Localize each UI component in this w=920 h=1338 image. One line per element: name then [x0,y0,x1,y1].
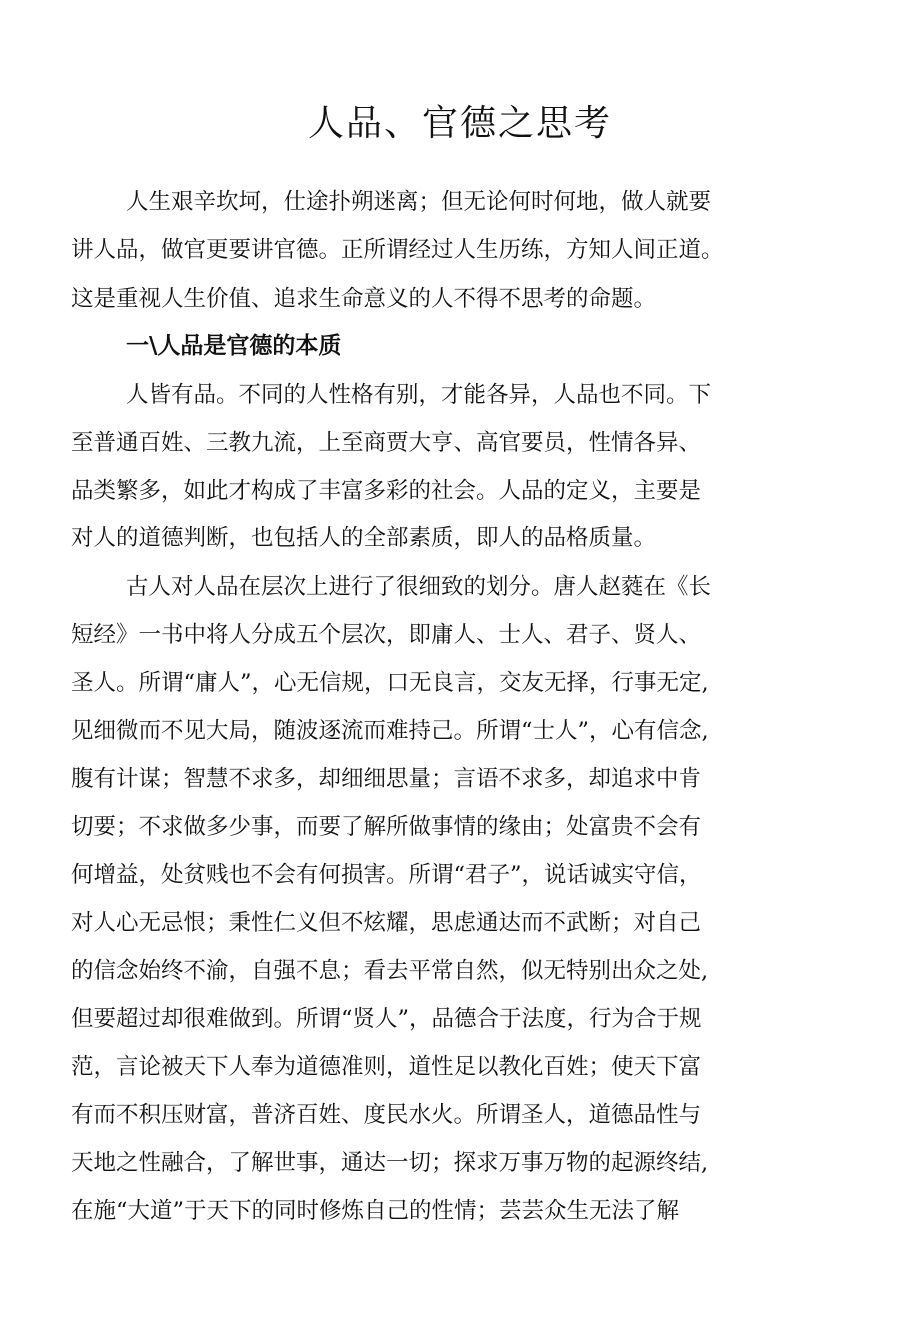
para1-line-3: 品类繁多，如此才构成了丰富多彩的社会。人品的定义，主要是 [71,478,702,504]
para2-line-12: 有而不积压财富，普济百姓、度民水火。所谓圣人，道德品性与 [71,1102,702,1128]
para2-line-6: 切要；不求做多少事，而要了解所做事情的缘由；处富贵不会有 [71,814,702,840]
para1-line-2: 至普通百姓、三教九流，上至商贾大亨、高官要员，性情各异、 [71,430,702,456]
para1-line-1: 人皆有品。不同的人性格有别，才能各异，人品也不同。下 [126,382,712,408]
para2-line-9: 的信念始终不渝，自强不息；看去平常自然，似无特别出众之处, [71,958,709,984]
para2-line-13: 天地之性融合，了解世事，通达一切；探求万事万物的起源终结, [71,1150,709,1176]
intro-line-3: 这是重视人生价值、追求生命意义的人不得不思考的命题。 [71,286,657,312]
para2-line-5: 腹有计谋；智慧不求多，却细细思量；言语不求多，却追求中肯 [71,766,702,792]
para2-line-3: 圣人。所谓“庸人”，心无信规，口无良言，交友无择，行事无定, [71,670,709,696]
intro-line-2: 讲人品，做官更要讲官德。正所谓经过人生历练，方知人间正道。 [71,237,724,263]
para2-line-11: 范，言论被天下人奉为道德准则，道性足以教化百姓；使天下富 [71,1054,702,1080]
section-heading: 一\人品是官德的本质 [126,333,342,359]
para2-line-2: 短经》一书中将人分成五个层次，即庸人、士人、君子、贤人、 [71,622,702,648]
document-title: 人品、官德之思考 [307,103,612,144]
para2-line-14: 在施“大道”于天下的同时修炼自己的性情；芸芸众生无法了解 [71,1198,680,1224]
para2-line-10: 但要超过却很难做到。所谓“贤人”，品德合于法度，行为合于规 [71,1006,702,1032]
intro-line-1: 人生艰辛坎坷，仕途扑朔迷离；但无论何时何地，做人就要 [126,189,712,215]
para1-line-4: 对人的道德判断，也包括人的全部素质，即人的品格质量。 [71,525,657,551]
para2-line-7: 何增益，处贫贱也不会有何损害。所谓“君子”，说话诚实守信， [71,862,702,888]
para2-line-8: 对人心无忌恨；秉性仁义但不炫耀，思虑通达而不武断；对自己 [71,910,702,936]
para2-line-1: 古人对人品在层次上进行了很细致的划分。唐人赵蕤在《长 [126,574,712,600]
para2-line-4: 见细微而不见大局，随波逐流而难持己。所谓“士人”，心有信念, [71,718,709,744]
